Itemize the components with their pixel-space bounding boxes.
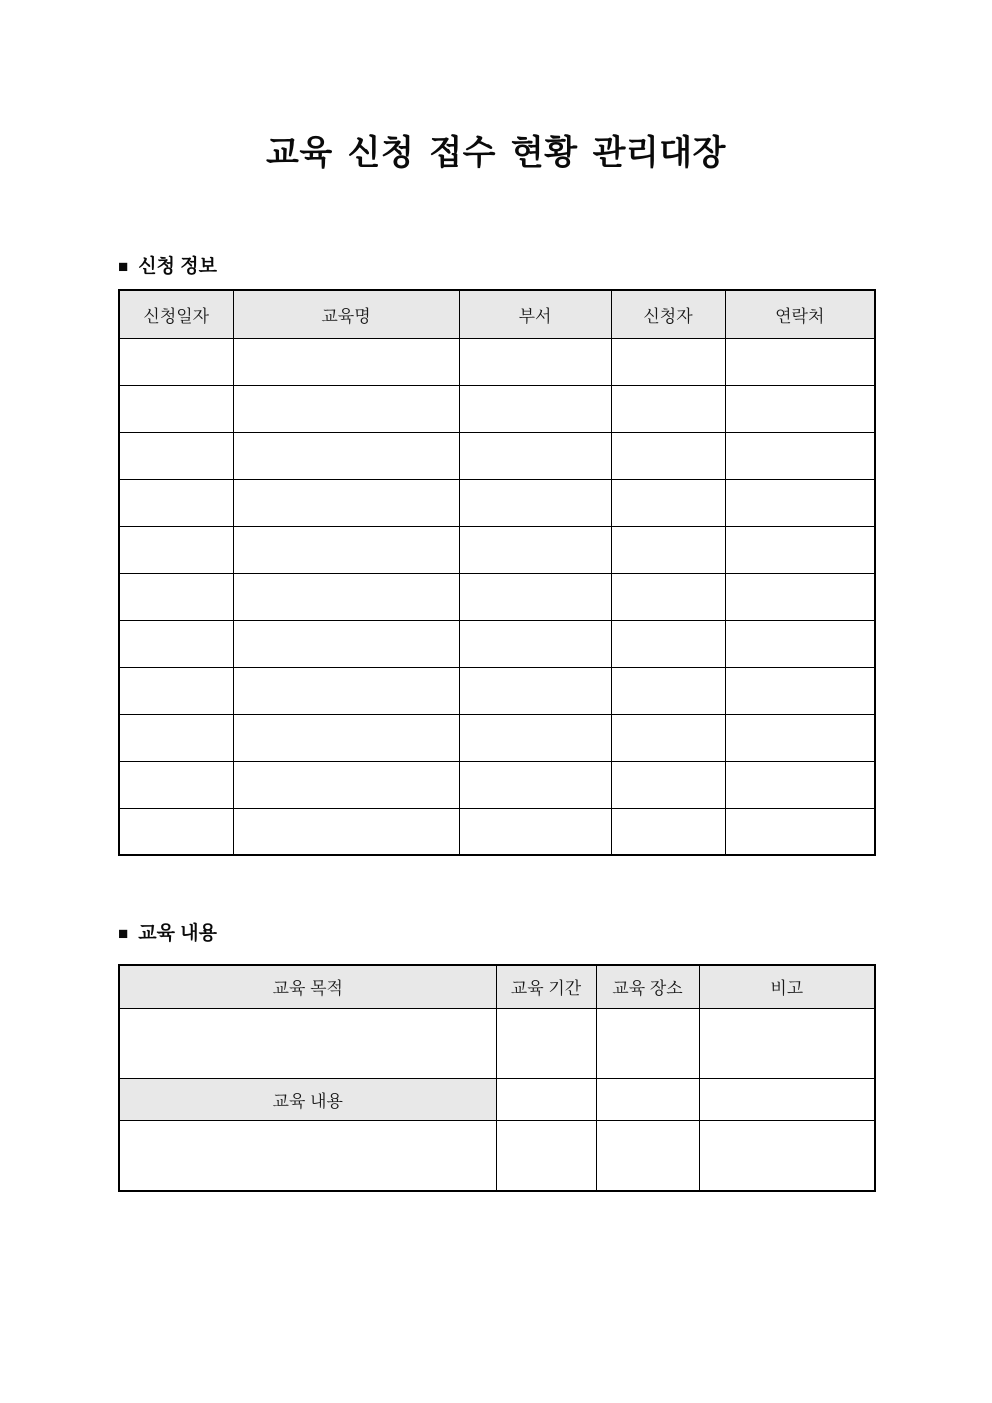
column-header-applicant: 신청자 [611, 290, 725, 338]
section-header-application [118, 255, 874, 278]
empty-cell [496, 1078, 596, 1120]
column-header-apply-date: 신청일자 [119, 290, 233, 338]
empty-cell [725, 479, 875, 526]
empty-cell [459, 385, 611, 432]
empty-cell [119, 1120, 496, 1191]
table-row [119, 714, 875, 761]
empty-cell [119, 761, 233, 808]
table-row [119, 385, 875, 432]
empty-cell [725, 526, 875, 573]
table-row [119, 667, 875, 714]
empty-cell [459, 667, 611, 714]
empty-cell [611, 714, 725, 761]
empty-cell [699, 1008, 875, 1078]
empty-cell [233, 620, 459, 667]
column-header-location: 교육 장소 [596, 965, 699, 1008]
column-header-contact: 연락처 [725, 290, 875, 338]
empty-cell [119, 526, 233, 573]
empty-cell [119, 338, 233, 385]
empty-cell [596, 1078, 699, 1120]
empty-cell [725, 573, 875, 620]
empty-cell [699, 1120, 875, 1191]
empty-cell [611, 808, 725, 855]
column-header-course-name: 교육명 [233, 290, 459, 338]
column-header-department: 부서 [459, 290, 611, 338]
empty-cell [496, 1008, 596, 1078]
empty-cell [611, 620, 725, 667]
empty-cell [119, 432, 233, 479]
empty-cell [725, 620, 875, 667]
empty-cell [459, 338, 611, 385]
section-bullet-icon: ■ [118, 924, 129, 943]
application-table-header-row [119, 290, 875, 338]
section-title-education: 교육 내용 [138, 923, 217, 944]
empty-cell [459, 526, 611, 573]
empty-cell [233, 338, 459, 385]
empty-cell [233, 667, 459, 714]
empty-cell [459, 808, 611, 855]
empty-cell [611, 338, 725, 385]
empty-cell [611, 432, 725, 479]
education-table [118, 964, 876, 1192]
empty-cell [233, 479, 459, 526]
empty-cell [611, 526, 725, 573]
empty-cell [233, 761, 459, 808]
section-title-application: 신청 정보 [138, 256, 217, 277]
document-title: 교육 신청 접수 현황 관리대장 [266, 134, 726, 172]
empty-cell [233, 526, 459, 573]
column-header-note: 비고 [699, 965, 875, 1008]
education-table-header-row [119, 965, 875, 1008]
empty-cell [699, 1078, 875, 1120]
empty-cell [119, 573, 233, 620]
empty-cell [611, 385, 725, 432]
empty-cell [119, 620, 233, 667]
empty-cell [725, 761, 875, 808]
empty-cell [119, 1008, 496, 1078]
empty-cell [725, 667, 875, 714]
empty-cell [233, 385, 459, 432]
empty-cell [611, 479, 725, 526]
table-row [119, 479, 875, 526]
empty-cell [611, 573, 725, 620]
table-row [119, 432, 875, 479]
empty-cell [119, 808, 233, 855]
empty-cell [725, 338, 875, 385]
table-row [119, 808, 875, 855]
empty-cell [233, 573, 459, 620]
education-content-label-row [119, 1078, 875, 1120]
education-content-label-cell: 교육 내용 [119, 1078, 496, 1120]
empty-cell [119, 714, 233, 761]
column-header-period: 교육 기간 [496, 965, 596, 1008]
empty-cell [596, 1008, 699, 1078]
column-header-purpose: 교육 목적 [119, 965, 496, 1008]
empty-cell [725, 432, 875, 479]
empty-cell [119, 667, 233, 714]
empty-cell [459, 620, 611, 667]
table-row [119, 338, 875, 385]
table-row [119, 1008, 875, 1078]
empty-cell [233, 714, 459, 761]
table-row [119, 1120, 875, 1191]
table-row [119, 620, 875, 667]
table-row [119, 526, 875, 573]
section-header-education [118, 922, 874, 945]
empty-cell [459, 761, 611, 808]
table-row [119, 761, 875, 808]
empty-cell [459, 573, 611, 620]
empty-cell [119, 479, 233, 526]
section-bullet-icon: ■ [118, 257, 129, 276]
empty-cell [725, 385, 875, 432]
empty-cell [233, 808, 459, 855]
empty-cell [725, 714, 875, 761]
empty-cell [119, 385, 233, 432]
empty-cell [596, 1120, 699, 1191]
application-table-body [119, 338, 875, 855]
empty-cell [725, 808, 875, 855]
table-row [119, 573, 875, 620]
empty-cell [459, 479, 611, 526]
empty-cell [611, 667, 725, 714]
application-table [118, 289, 876, 856]
empty-cell [459, 432, 611, 479]
empty-cell [496, 1120, 596, 1191]
empty-cell [611, 761, 725, 808]
empty-cell [233, 432, 459, 479]
empty-cell [459, 714, 611, 761]
